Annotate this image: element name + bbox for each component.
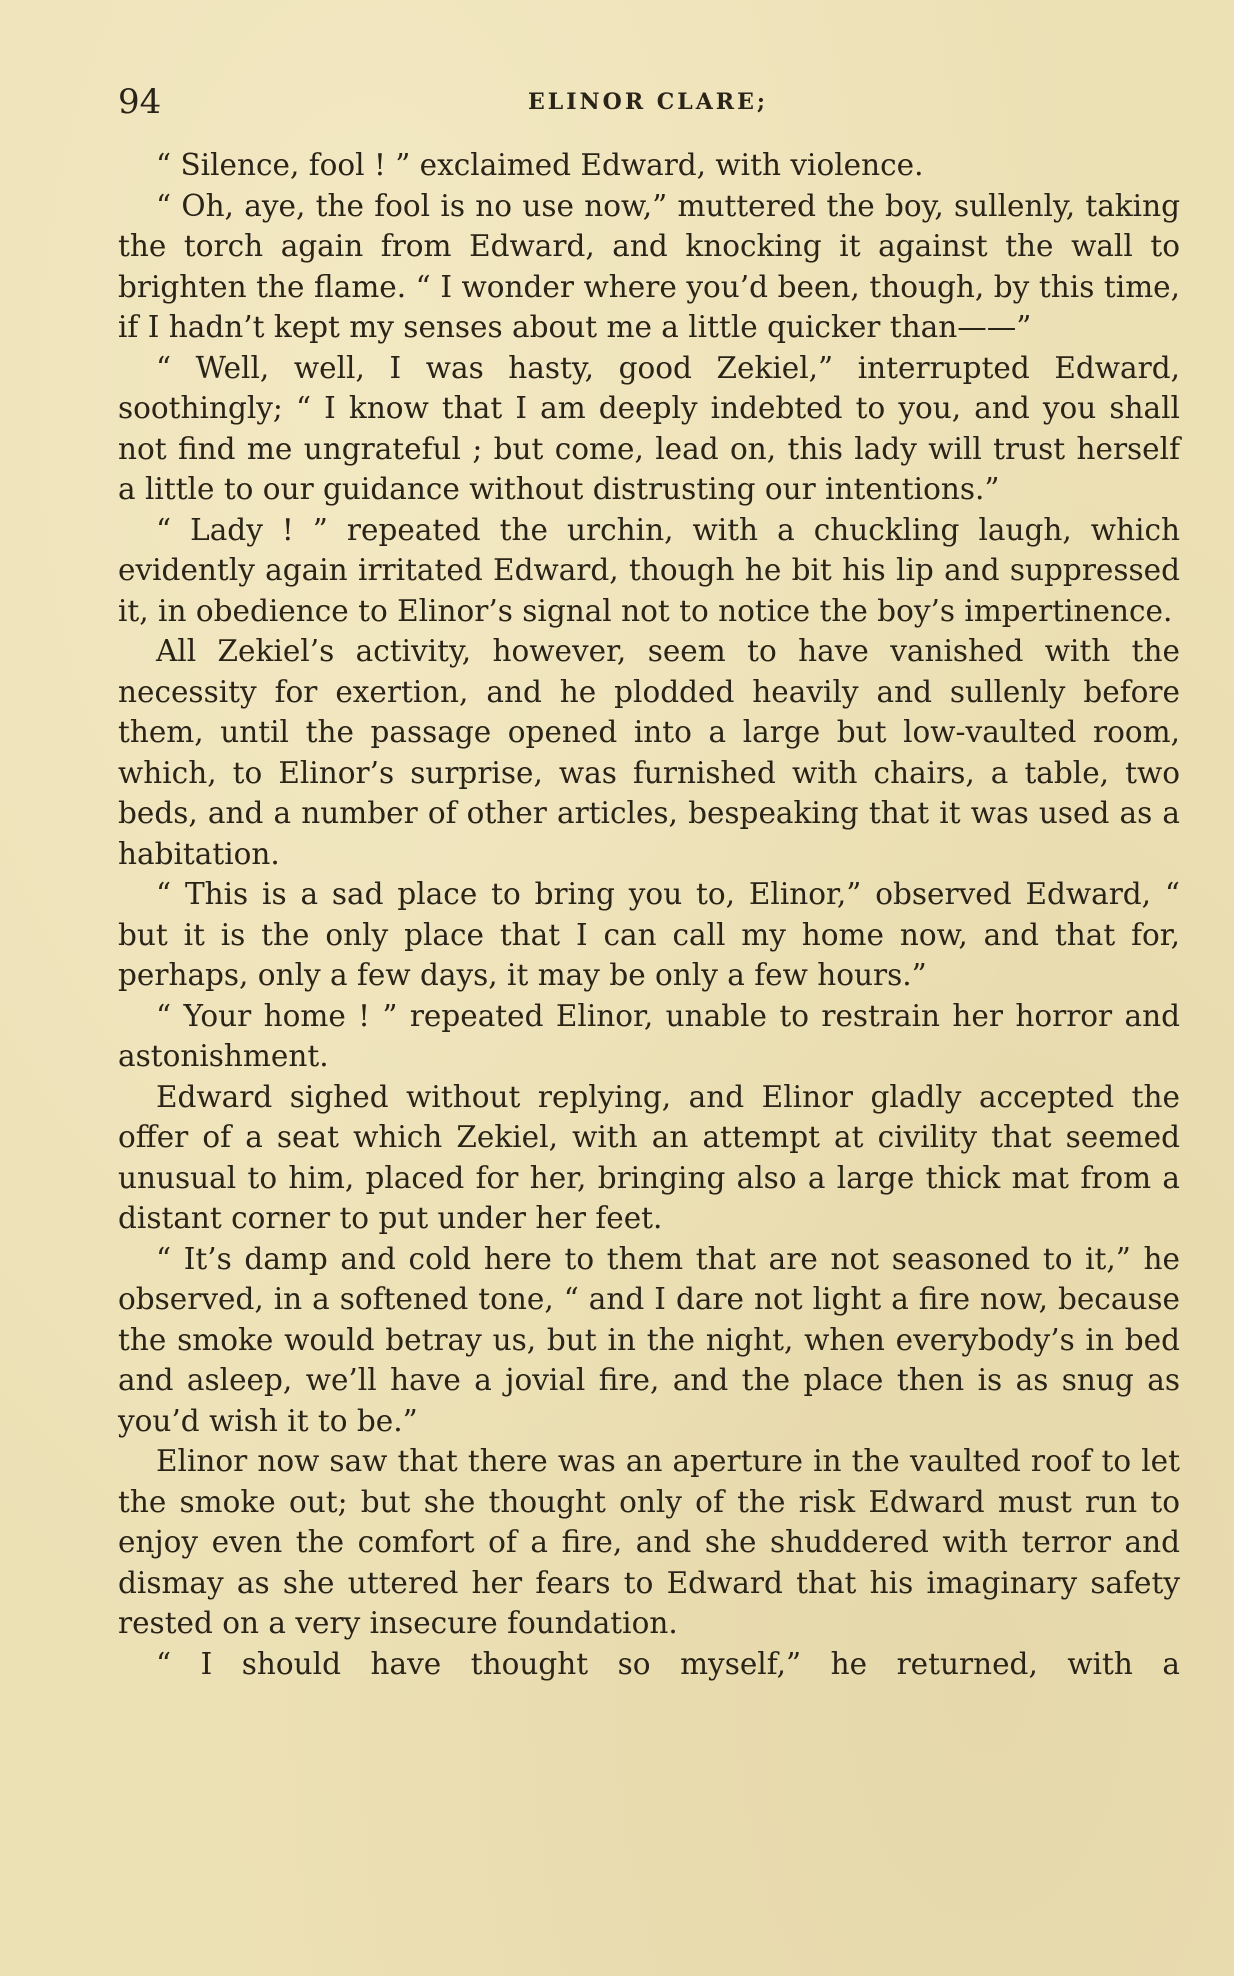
body-text [118,145,1180,1684]
paragraph: Elinor now saw that there was an aperture in the vaulted roof to let the smoke out; but she thought only of the risk Edward must run to enjoy even the comfort of a fire, and she shuddered with terror and dismay as she uttered her fears to Edward that his imaginary safety rested on a very insecure foundation. [118,1444,1180,1640]
page-number: 94 [118,82,162,122]
paragraph: All Zekiel’s activity, however, seem to have vanished with the necessity for exertion, and he plodded heavily and sullenly before them, until the passage opened into a large but low-vaulted room, which, to Elinor’s surprise, was furnished with chairs, a table, two beds, and a number of other articles, bespeaking that it was used as a habitation. [118,634,1180,871]
paragraph: “ Lady ! ” repeated the urchin, with a chuckling laugh, which evidently again irritated Edward, though he bit his lip and suppressed it, in obedience to Elinor’s signal not to notice the boy’s impertinence. [118,512,1180,628]
paragraph: “ Oh, aye, the fool is no use now,” muttered the boy, sullenly, taking the torch again from Edward, and knocking it against the wall to brighten the flame. “ I wonder where you’d been, though, by this time, if I hadn’t kept my senses about me a little quicker than——” [118,188,1180,344]
paragraph: “ I should have thought so myself,” he returned, with a [156,1646,1180,1681]
paragraph: “ Your home ! ” repeated Elinor, unable to restrain her horror and astonishment. [118,998,1180,1073]
paragraph: “ It’s damp and cold here to them that are not seasoned to it,” he observed, in a softened tone, “ and I dare not light a fire now, because the smoke would betray us, but in the night, when everybody’s in bed and asleep, we’ll have a jovial fire, and the place then is as snug as you’d wish it to be.” [118,1241,1180,1438]
paragraph: “ This is a sad place to bring you to, Elinor,” observed Edward, “ but it is the only place that I can call my home now, and that for, perhaps, only a few days, it may be only a few hours.” [118,877,1180,992]
page-header [118,80,1178,124]
paragraph: Edward sighed without replying, and Elinor gladly accepted the offer of a seat which Zekiel, with an attempt at civility that seemed unusual to him, placed for her, bringing also a large thick mat from a distant corner to put under her feet. [118,1079,1180,1235]
paragraph: “ Silence, fool ! ” exclaimed Edward, with violence. [156,148,924,182]
paragraph: “ Well, well, I was hasty, good Zekiel,” interrupted Edward, soothingly; “ I know that I am deeply indebted to you, and you shall not find me ungrateful ; but come, lead on, this lady will trust herself a little to our guidance without distrusting our intentions.” [118,350,1180,506]
running-head: ELINOR CLARE; [528,89,768,115]
